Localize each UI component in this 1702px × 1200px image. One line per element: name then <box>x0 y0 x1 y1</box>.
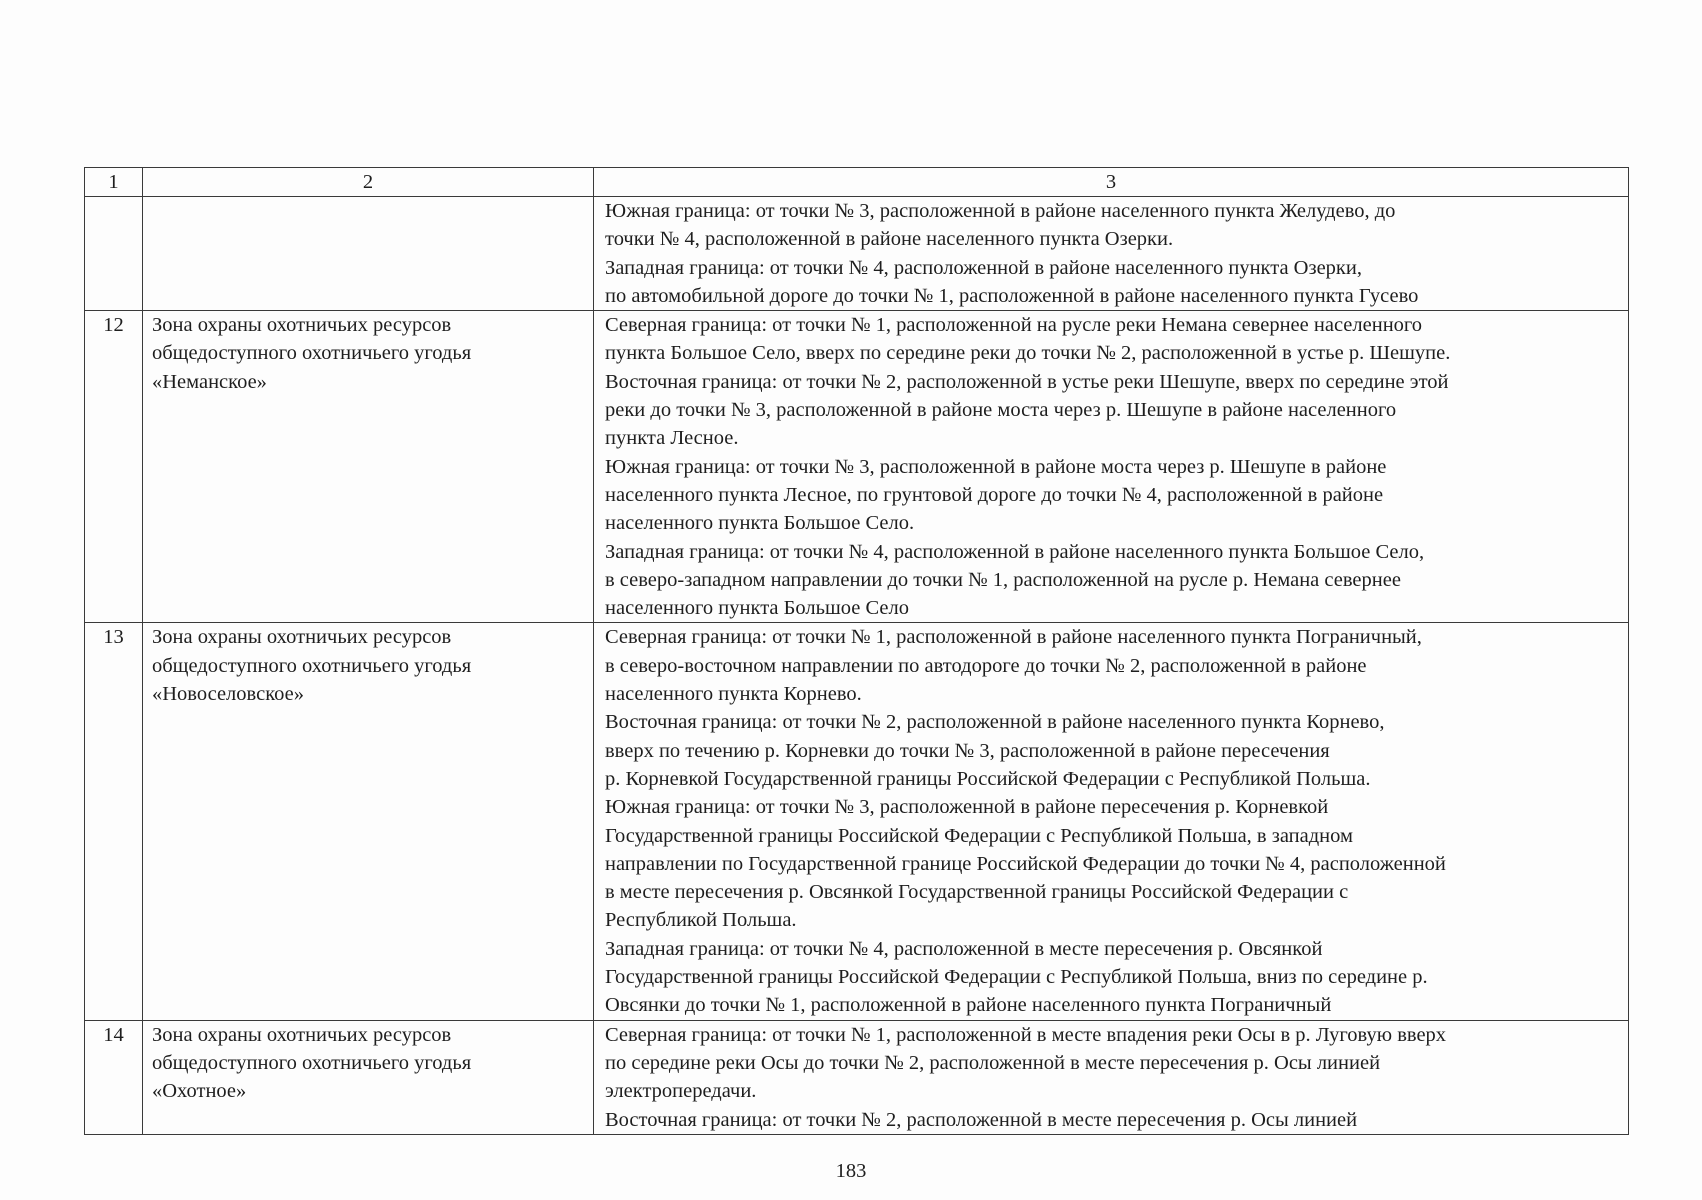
boundary-description <box>594 623 1629 1020</box>
zone-name-line: «Новоселовское» <box>152 683 304 706</box>
boundary-description <box>594 311 1629 623</box>
description-line: Южная граница: от точки № 3, расположенной в районе моста через р. Шешупе в районе <box>605 455 1387 478</box>
description-line: электропередачи. <box>605 1080 757 1103</box>
description-line: Южная граница: от точки № 3, расположенной в районе пересечения р. Корневкой <box>605 796 1329 819</box>
table-row <box>85 311 1629 623</box>
description-line: Северная граница: от точки № 1, расположенной в районе населенного пункта Пограничный, <box>605 626 1422 649</box>
description-line: Западная граница: от точки № 4, расположенной в районе населенного пункта Озерки, <box>605 256 1362 279</box>
zone-name <box>143 311 594 623</box>
zone-name <box>143 623 594 1020</box>
description-line: в северо-восточном направлении по автодороге до точки № 2, расположенной в районе <box>605 654 1367 677</box>
zone-name <box>143 197 594 311</box>
description-line: населенного пункта Лесное, по грунтовой дороге до точки № 4, расположенной в районе <box>605 483 1384 506</box>
zone-name-line: общедоступного охотничьего угодья <box>152 342 472 365</box>
description-line: Государственной границы Российской Федерации с Республикой Польша, в западном <box>605 824 1353 847</box>
description-line: Северная граница: от точки № 1, расположенной в месте впадения реки Осы в р. Луговую вверх <box>605 1023 1447 1046</box>
header-col-2: 2 <box>143 168 594 197</box>
zone-name <box>143 1020 594 1134</box>
zone-name-line: Зона охраны охотничьих ресурсов <box>152 314 452 337</box>
zones-table <box>84 167 1629 1135</box>
zone-name-line: «Неманское» <box>152 370 267 393</box>
row-number: 13 <box>85 623 143 1020</box>
boundary-description <box>594 1020 1629 1134</box>
description-line: Восточная граница: от точки № 2, расположенной в районе населенного пункта Корнево, <box>605 711 1385 734</box>
description-line: реки до точки № 3, расположенной в районе моста через р. Шешупе в районе населенного <box>605 399 1397 422</box>
description-line: по автомобильной дороге до точки № 1, расположенной в районе населенного пункта Гусево <box>605 284 1419 307</box>
description-line: Западная граница: от точки № 4, расположенной в месте пересечения р. Овсянкой <box>605 937 1323 960</box>
header-col-1: 1 <box>85 168 143 197</box>
description-line: Восточная граница: от точки № 2, расположенной в месте пересечения р. Осы линией <box>605 1108 1358 1131</box>
description-line: Северная граница: от точки № 1, расположенной на русле реки Немана севернее населенного <box>605 314 1423 337</box>
boundary-description <box>594 197 1629 311</box>
description-line: Западная граница: от точки № 4, расположенной в районе населенного пункта Большое Село, <box>605 540 1425 563</box>
zone-name-line: Зона охраны охотничьих ресурсов <box>152 626 452 649</box>
row-number: 14 <box>85 1020 143 1134</box>
row-number: 12 <box>85 311 143 623</box>
description-line: направлении по Государственной границе Российской Федерации до точки № 4, расположенной <box>605 852 1446 875</box>
description-line: пункта Лесное. <box>605 427 739 450</box>
table-header-row <box>85 168 1629 197</box>
description-line: населенного пункта Большое Село <box>605 597 909 620</box>
header-col-3: 3 <box>594 168 1629 197</box>
description-line: по середине реки Осы до точки № 2, расположенной в месте пересечения р. Осы линией <box>605 1051 1381 1074</box>
zone-name-line: общедоступного охотничьего угодья <box>152 1051 472 1074</box>
description-line: населенного пункта Корнево. <box>605 683 862 706</box>
description-line: в северо-западном направлении до точки № 1, расположенной на русле р. Немана севернее <box>605 568 1401 591</box>
zone-name-line: Зона охраны охотничьих ресурсов <box>152 1023 452 1046</box>
description-line: в месте пересечения р. Овсянкой Государственной границы Российской Федерации с <box>605 881 1349 904</box>
description-line: Государственной границы Российской Федерации с Республикой Польша, вниз по середине р. <box>605 966 1428 989</box>
description-line: населенного пункта Большое Село. <box>605 512 915 535</box>
row-number <box>85 197 143 311</box>
description-line: вверх по течению р. Корневки до точки № 3, расположенной в районе пересечения <box>605 739 1330 762</box>
page-number: 183 <box>835 1160 867 1182</box>
table-row <box>85 197 1629 311</box>
table-row <box>85 1020 1629 1134</box>
table-row <box>85 623 1629 1020</box>
description-line: р. Корневкой Государственной границы Российской Федерации с Республикой Польша. <box>605 767 1371 790</box>
zone-name-line: «Охотное» <box>152 1080 247 1103</box>
zone-name-line: общедоступного охотничьего угодья <box>152 654 472 677</box>
description-line: точки № 4, расположенной в районе населенного пункта Озерки. <box>605 228 1174 251</box>
description-line: пункта Большое Село, вверх по середине реки до точки № 2, расположенной в устье р. Шешупе. <box>605 342 1451 365</box>
description-line: Республикой Польша. <box>605 909 797 932</box>
description-line: Восточная граница: от точки № 2, расположенной в устье реки Шешупе, вверх по середине этой <box>605 370 1449 393</box>
description-line: Овсянки до точки № 1, расположенной в районе населенного пункта Пограничный <box>605 994 1332 1017</box>
description-line: Южная граница: от точки № 3, расположенной в районе населенного пункта Желудево, до <box>605 200 1396 222</box>
